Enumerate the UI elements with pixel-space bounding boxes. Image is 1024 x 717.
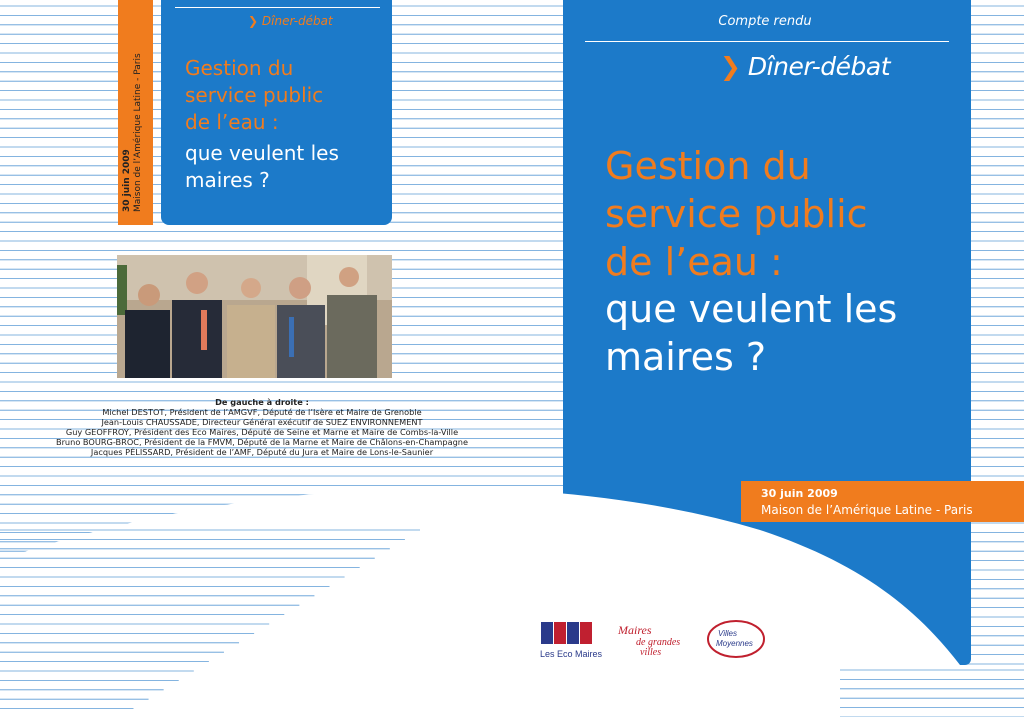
chevron-right-icon: ❯	[248, 14, 259, 28]
report-label: Compte rendu	[718, 14, 812, 29]
svg-text:de grandes: de grandes	[636, 637, 681, 648]
svg-text:villes: villes	[640, 647, 662, 658]
grandes-villes-logo	[617, 623, 680, 658]
main-subtitle: que veulent les maires ?	[605, 287, 898, 379]
chevron-right-icon: ❯	[720, 52, 741, 81]
svg-text:Maires: Maires	[618, 623, 652, 637]
diner-debat-tag: ❯ Dîner-débat	[720, 52, 891, 81]
small-divider	[175, 7, 380, 8]
event-venue: Maison de l’Amérique Latine - Paris	[761, 503, 973, 517]
eco-maires-logo	[540, 622, 603, 659]
event-date: 30 juin 2009	[761, 487, 838, 500]
group-photo	[117, 255, 392, 378]
svg-text:Villes: Villes	[718, 629, 737, 638]
villes-moyennes-logo	[708, 621, 764, 657]
main-title: Gestion du service public de l’eau :	[605, 144, 868, 284]
svg-text:Les Eco Maires: Les Eco Maires	[540, 649, 603, 659]
strip-date-venue: 30 juin 2009 Maison de l’Amérique Latine - Paris	[122, 53, 143, 212]
small-diner-debat-tag: ❯ Dîner-débat	[248, 14, 333, 28]
small-subtitle: que veulent les maires ?	[185, 141, 339, 192]
photo-caption: De gauche à droite : Michel DESTOT, Président de l’AMGVF, Député de l’Isère et Maire de Grenoble Jean-Louis CHAUSSADE, Directeur Général exécutif de SUEZ ENVIRONNEMENT Guy GEOFFROY, Président des Eco Maires, Député de Seine et Marne et Maire de Combs-la-Ville Bruno BOURG-BROC, Président de la FMVM, Député de la Marne et Maire de Châlons-en-Champagne Jacques PÉLISSARD, Président de l’AMF, Député du Jura et Maire de Lons-le-Saunier	[55, 397, 469, 457]
svg-text:Moyennes: Moyennes	[716, 639, 753, 648]
small-title: Gestion du service public de l’eau :	[185, 56, 324, 134]
partner-logos	[538, 612, 778, 667]
